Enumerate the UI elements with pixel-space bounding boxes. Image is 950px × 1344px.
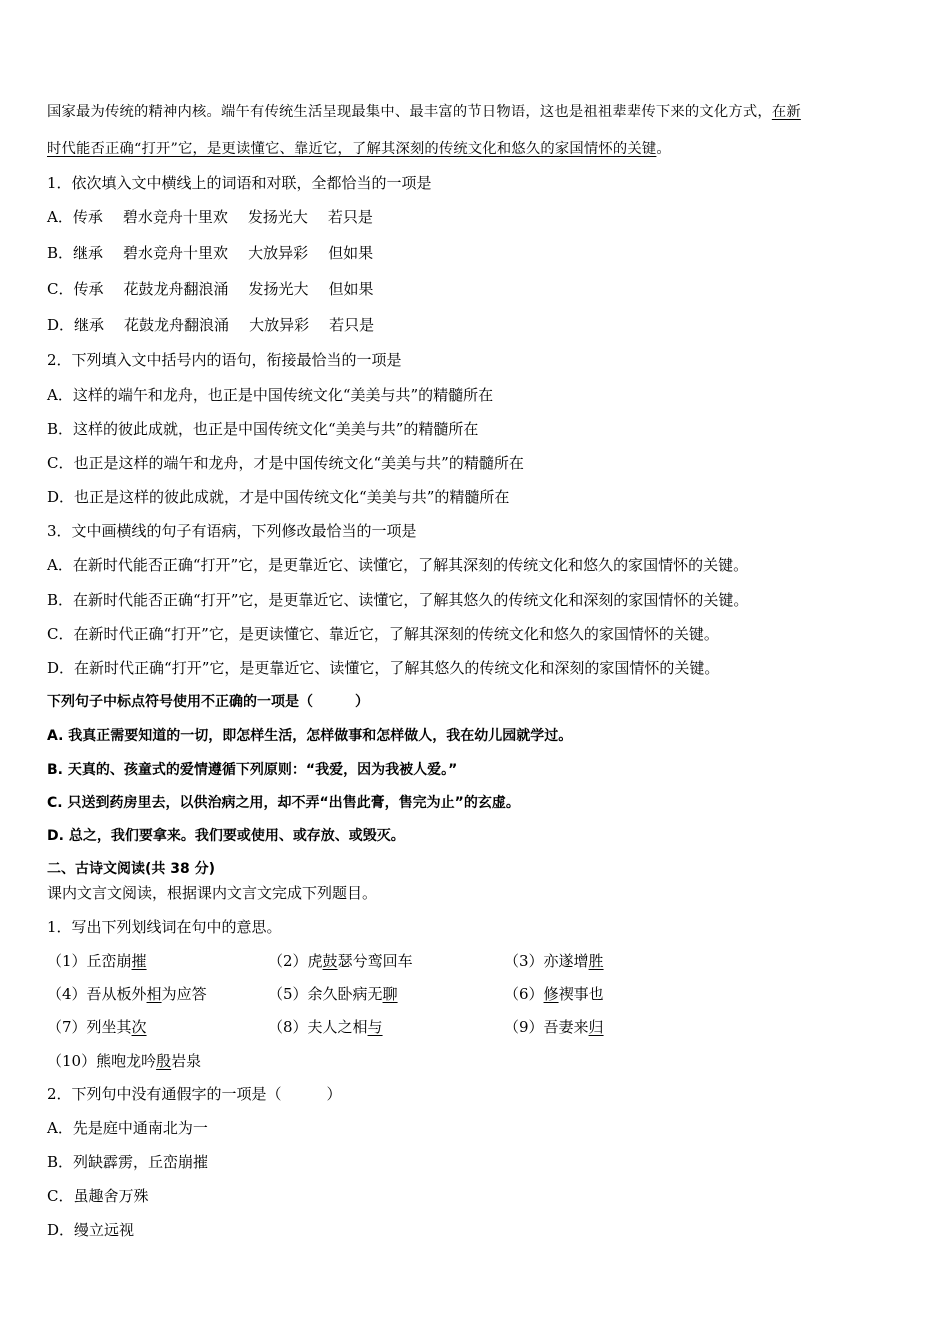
section2-heading: 二、古诗文阅读(共 38 分) xyxy=(47,861,216,877)
q2-option-d: D．也正是这样的彼此成就，才是中国传统文化“美美与共”的精髓所在 xyxy=(47,488,510,506)
vocab-item: （7）列坐其次 xyxy=(47,1018,147,1036)
q3-option-c: C．在新时代正确“打开”它，是更读懂它、靠近它，了解其深刻的传统文化和悠久的家国情怀的关键。 xyxy=(47,625,719,643)
q1-stem: 1．依次填入文中横线上的词语和对联，全都恰当的一项是 xyxy=(47,174,432,192)
section2-intro: 课内文言文阅读，根据课内文言文完成下列题目。 xyxy=(47,884,378,902)
vocab-item: （2）虎鼓瑟兮鸾回车 xyxy=(268,952,413,970)
intro-underlined-text: 在新 xyxy=(771,104,801,120)
intro-period: 。 xyxy=(656,141,671,157)
q3-option-a: A．在新时代能否正确“打开”它，是更靠近它、读懂它，了解其深刻的传统文化和悠久的家国情怀的关键。 xyxy=(47,556,749,574)
q2-option-b: B．这样的彼此成就，也正是中国传统文化“美美与共”的精髓所在 xyxy=(47,420,479,438)
intro-text: 国家最为传统的精神内核。端午有传统生活呈现最集中、最丰富的节日物语，这也是祖祖辈辈传下来的文化方式， xyxy=(47,104,772,120)
section2-q2-option-c: C．虽趣舍万殊 xyxy=(47,1187,149,1205)
vocab-item: （10）熊咆龙吟殷岩泉 xyxy=(47,1052,202,1070)
q2-option-a: A．这样的端午和龙舟，也正是中国传统文化“美美与共”的精髓所在 xyxy=(47,386,494,404)
section2-q2-stem: 2．下列句中没有通假字的一项是（ ） xyxy=(47,1085,342,1103)
punct-option-d: D. 总之，我们要拿来。我们要或使用、或存放、或毁灭。 xyxy=(47,828,405,844)
vocab-item: （1）丘峦崩摧 xyxy=(47,952,147,970)
punct-option-b: B. 天真的、孩童式的爱情遵循下列原则：“我爱，因为我被人爱。” xyxy=(47,762,458,778)
intro-underlined-sentence: 时代能否正确“打开”它，是更读懂它、靠近它，了解其深刻的传统文化和悠久的家国情怀的关键 xyxy=(47,141,657,157)
section2-q2-option-a: A．先是庭中通南北为一 xyxy=(47,1119,208,1137)
vocab-item: （3）亦遂增胜 xyxy=(504,952,604,970)
section2-q1-stem: 1．写出下列划线词在句中的意思。 xyxy=(47,918,282,936)
section2-q2-option-b: B．列缺霹雳，丘峦崩摧 xyxy=(47,1153,209,1171)
punct-option-a: A. 我真正需要知道的一切，即怎样生活，怎样做事和怎样做人，我在幼儿园就学过。 xyxy=(47,728,573,744)
vocab-item: （4）吾从板外相为应答 xyxy=(47,985,207,1003)
vocab-item: （9）吾妻来归 xyxy=(504,1018,604,1036)
intro-line-2 xyxy=(47,139,671,159)
q1-option-b: B．继承 碧水竞舟十里欢 大放异彩 但如果 xyxy=(47,244,374,262)
q3-option-b: B．在新时代能否正确“打开”它，是更靠近它、读懂它，了解其悠久的传统文化和深刻的家国情怀的关键。 xyxy=(47,591,749,609)
section2-q2-option-d: D．缦立远视 xyxy=(47,1221,135,1239)
intro-line-1 xyxy=(47,102,801,122)
q3-option-d: D．在新时代正确“打开”它，是更靠近它、读懂它，了解其悠久的传统文化和深刻的家国情怀的关键。 xyxy=(47,659,720,677)
punct-option-c: C. 只送到药房里去，以供治病之用，却不弄“出售此膏，售完为止”的玄虚。 xyxy=(47,795,520,811)
q3-stem: 3．文中画横线的句子有语病，下列修改最恰当的一项是 xyxy=(47,522,417,540)
punct-stem: 下列句子中标点符号使用不正确的一项是（ ） xyxy=(47,694,369,710)
vocab-item: （6）修禊事也 xyxy=(504,985,604,1003)
q1-option-d: D．继承 花鼓龙舟翻浪涌 大放异彩 若只是 xyxy=(47,316,375,334)
q1-option-a: A．传承 碧水竞舟十里欢 发扬光大 若只是 xyxy=(47,208,373,226)
vocab-item: （5）余久卧病无聊 xyxy=(268,985,398,1003)
vocab-item: （8）夫人之相与 xyxy=(268,1018,383,1036)
q2-stem: 2．下列填入文中括号内的语句，衔接最恰当的一项是 xyxy=(47,351,402,369)
q1-option-c: C．传承 花鼓龙舟翻浪涌 发扬光大 但如果 xyxy=(47,280,374,298)
q2-option-c: C．也正是这样的端午和龙舟，才是中国传统文化“美美与共”的精髓所在 xyxy=(47,454,524,472)
